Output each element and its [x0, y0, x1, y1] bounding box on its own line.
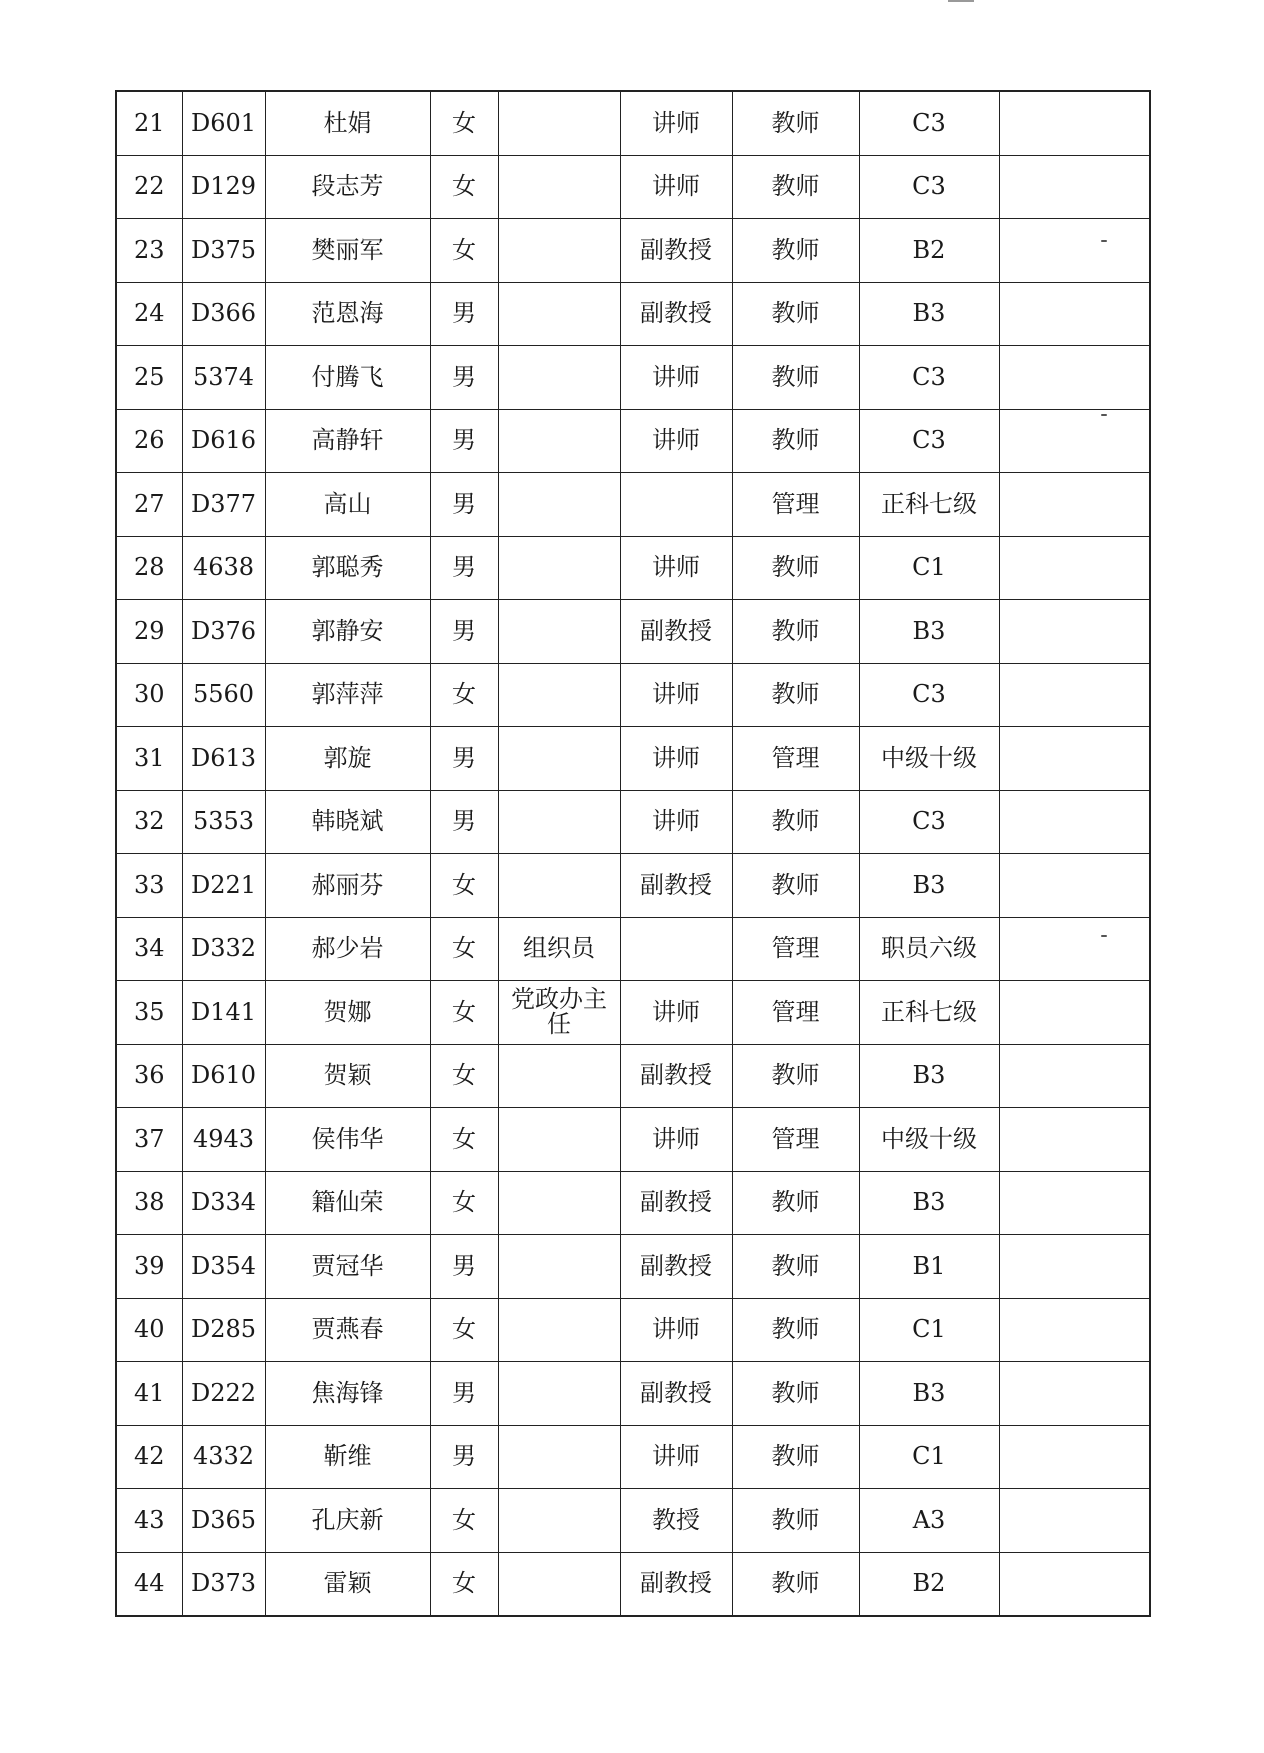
id-cell: D285	[182, 1298, 265, 1362]
gender-cell: 女	[430, 155, 498, 219]
gender-cell: 女	[430, 854, 498, 918]
title-cell: 讲师	[620, 1425, 732, 1489]
name-cell: 郭静安	[265, 600, 430, 664]
gender-cell: 男	[430, 1362, 498, 1426]
category-cell: 教师	[732, 282, 859, 346]
id-cell: D354	[182, 1235, 265, 1299]
id-cell: D222	[182, 1362, 265, 1426]
table-row	[116, 346, 1150, 410]
table-row	[116, 282, 1150, 346]
position-cell	[498, 1552, 620, 1616]
name-cell: 籍仙荣	[265, 1171, 430, 1235]
remark-cell	[999, 917, 1150, 981]
gender-cell: 女	[430, 91, 498, 155]
remark-cell	[999, 1298, 1150, 1362]
category-cell: 管理	[732, 917, 859, 981]
gender-cell: 女	[430, 981, 498, 1045]
id-cell: D377	[182, 473, 265, 537]
remark-cell	[999, 155, 1150, 219]
grade-cell: B3	[859, 1362, 999, 1426]
name-cell: 贾燕春	[265, 1298, 430, 1362]
gender-cell: 女	[430, 1044, 498, 1108]
title-cell: 副教授	[620, 600, 732, 664]
gender-cell: 男	[430, 536, 498, 600]
category-cell: 管理	[732, 727, 859, 791]
gender-cell: 男	[430, 282, 498, 346]
id-cell: D365	[182, 1489, 265, 1553]
name-cell: 韩晓斌	[265, 790, 430, 854]
title-cell: 副教授	[620, 219, 732, 283]
seq-cell: 23	[116, 219, 182, 283]
id-cell: D601	[182, 91, 265, 155]
seq-cell: 35	[116, 981, 182, 1045]
title-cell: 教授	[620, 1489, 732, 1553]
gender-cell: 男	[430, 727, 498, 791]
id-cell: 4638	[182, 536, 265, 600]
grade-cell: B3	[859, 282, 999, 346]
grade-cell: B2	[859, 219, 999, 283]
position-cell	[498, 1298, 620, 1362]
id-cell: 5374	[182, 346, 265, 410]
gender-cell: 女	[430, 1171, 498, 1235]
category-cell: 教师	[732, 346, 859, 410]
remark-cell	[999, 91, 1150, 155]
id-cell: D616	[182, 409, 265, 473]
seq-cell: 21	[116, 91, 182, 155]
title-cell: 讲师	[620, 727, 732, 791]
gender-cell: 女	[430, 1108, 498, 1172]
grade-cell: A3	[859, 1489, 999, 1553]
table-row	[116, 981, 1150, 1045]
id-cell: 5353	[182, 790, 265, 854]
table-row	[116, 1552, 1150, 1616]
remark-cell	[999, 1108, 1150, 1172]
remark-cell	[999, 1425, 1150, 1489]
position-cell	[498, 854, 620, 918]
position-cell	[498, 1171, 620, 1235]
gender-cell: 男	[430, 1235, 498, 1299]
position-cell	[498, 219, 620, 283]
id-cell: D373	[182, 1552, 265, 1616]
seq-cell: 28	[116, 536, 182, 600]
grade-cell: 正科七级	[859, 473, 999, 537]
position-cell	[498, 346, 620, 410]
grade-cell: C1	[859, 1425, 999, 1489]
id-cell: D376	[182, 600, 265, 664]
category-cell: 教师	[732, 536, 859, 600]
title-cell: 讲师	[620, 91, 732, 155]
category-cell: 教师	[732, 1171, 859, 1235]
name-cell: 郝丽芬	[265, 854, 430, 918]
position-cell	[498, 1362, 620, 1426]
grade-cell: C3	[859, 790, 999, 854]
position-cell	[498, 1425, 620, 1489]
table-row	[116, 790, 1150, 854]
grade-cell: B1	[859, 1235, 999, 1299]
title-cell: 讲师	[620, 1298, 732, 1362]
remark-cell	[999, 1171, 1150, 1235]
gender-cell: 女	[430, 663, 498, 727]
position-cell	[498, 473, 620, 537]
position-cell	[498, 536, 620, 600]
category-cell: 教师	[732, 1489, 859, 1553]
name-cell: 郭萍萍	[265, 663, 430, 727]
name-cell: 贺娜	[265, 981, 430, 1045]
title-cell: 副教授	[620, 1552, 732, 1616]
table-row	[116, 91, 1150, 155]
remark-cell	[999, 981, 1150, 1045]
table-row	[116, 155, 1150, 219]
seq-cell: 42	[116, 1425, 182, 1489]
table-row	[116, 1489, 1150, 1553]
grade-cell: C1	[859, 1298, 999, 1362]
remark-cell	[999, 282, 1150, 346]
grade-cell: C3	[859, 409, 999, 473]
category-cell: 教师	[732, 1044, 859, 1108]
seq-cell: 25	[116, 346, 182, 410]
position-cell	[498, 600, 620, 664]
id-cell: D332	[182, 917, 265, 981]
title-cell: 副教授	[620, 1171, 732, 1235]
category-cell: 教师	[732, 219, 859, 283]
grade-cell: 正科七级	[859, 981, 999, 1045]
category-cell: 教师	[732, 1552, 859, 1616]
gender-cell: 女	[430, 1489, 498, 1553]
title-cell: 副教授	[620, 1362, 732, 1426]
remark-cell	[999, 854, 1150, 918]
name-cell: 侯伟华	[265, 1108, 430, 1172]
position-cell	[498, 409, 620, 473]
title-cell: 副教授	[620, 854, 732, 918]
grade-cell: B3	[859, 1171, 999, 1235]
title-cell: 讲师	[620, 155, 732, 219]
table-row	[116, 1235, 1150, 1299]
grade-cell: C3	[859, 155, 999, 219]
seq-cell: 36	[116, 1044, 182, 1108]
category-cell: 管理	[732, 981, 859, 1045]
name-cell: 靳维	[265, 1425, 430, 1489]
table-row	[116, 1171, 1150, 1235]
category-cell: 教师	[732, 91, 859, 155]
table-row	[116, 1108, 1150, 1172]
title-cell: 讲师	[620, 981, 732, 1045]
name-cell: 段志芳	[265, 155, 430, 219]
category-cell: 教师	[732, 1298, 859, 1362]
grade-cell: 中级十级	[859, 1108, 999, 1172]
table-row	[116, 1425, 1150, 1489]
category-cell: 教师	[732, 409, 859, 473]
name-cell: 付腾飞	[265, 346, 430, 410]
seq-cell: 26	[116, 409, 182, 473]
title-cell: 讲师	[620, 409, 732, 473]
title-cell: 讲师	[620, 536, 732, 600]
gender-cell: 女	[430, 1298, 498, 1362]
seq-cell: 30	[116, 663, 182, 727]
title-cell: 讲师	[620, 663, 732, 727]
id-cell: D334	[182, 1171, 265, 1235]
position-cell	[498, 663, 620, 727]
category-cell: 教师	[732, 1235, 859, 1299]
remark-cell	[999, 1552, 1150, 1616]
id-cell: D366	[182, 282, 265, 346]
name-cell: 郝少岩	[265, 917, 430, 981]
category-cell: 教师	[732, 663, 859, 727]
id-cell: D141	[182, 981, 265, 1045]
seq-cell: 32	[116, 790, 182, 854]
seq-cell: 31	[116, 727, 182, 791]
table-row	[116, 600, 1150, 664]
table-row	[116, 854, 1150, 918]
remark-cell	[999, 1489, 1150, 1553]
title-cell: 讲师	[620, 790, 732, 854]
position-cell: 组织员	[498, 917, 620, 981]
grade-cell: C3	[859, 91, 999, 155]
position-cell: 党政办主任	[498, 981, 620, 1045]
position-cell	[498, 1489, 620, 1553]
grade-cell: 职员六级	[859, 917, 999, 981]
category-cell: 教师	[732, 854, 859, 918]
remark-cell	[999, 790, 1150, 854]
grade-cell: 中级十级	[859, 727, 999, 791]
grade-cell: C3	[859, 663, 999, 727]
table-row	[116, 917, 1150, 981]
id-cell: 5560	[182, 663, 265, 727]
title-cell: 讲师	[620, 1108, 732, 1172]
name-cell: 杜娟	[265, 91, 430, 155]
seq-cell: 33	[116, 854, 182, 918]
name-cell: 范恩海	[265, 282, 430, 346]
gender-cell: 男	[430, 1425, 498, 1489]
category-cell: 管理	[732, 473, 859, 537]
table-row	[116, 409, 1150, 473]
grade-cell: B3	[859, 600, 999, 664]
gender-cell: 女	[430, 917, 498, 981]
remark-cell	[999, 536, 1150, 600]
table-body	[116, 91, 1150, 1616]
scan-speck	[1101, 935, 1107, 937]
name-cell: 焦海锋	[265, 1362, 430, 1426]
gender-cell: 男	[430, 600, 498, 664]
table-row	[116, 536, 1150, 600]
id-cell: D613	[182, 727, 265, 791]
seq-cell: 39	[116, 1235, 182, 1299]
table-row	[116, 1298, 1150, 1362]
name-cell: 雷颖	[265, 1552, 430, 1616]
title-cell: 副教授	[620, 1044, 732, 1108]
category-cell: 教师	[732, 1425, 859, 1489]
seq-cell: 22	[116, 155, 182, 219]
category-cell: 管理	[732, 1108, 859, 1172]
id-cell: D129	[182, 155, 265, 219]
seq-cell: 43	[116, 1489, 182, 1553]
position-cell	[498, 727, 620, 791]
category-cell: 教师	[732, 600, 859, 664]
gender-cell: 男	[430, 346, 498, 410]
gender-cell: 男	[430, 409, 498, 473]
grade-cell: C1	[859, 536, 999, 600]
position-cell	[498, 155, 620, 219]
position-cell	[498, 1235, 620, 1299]
title-cell: 副教授	[620, 282, 732, 346]
grade-cell: B2	[859, 1552, 999, 1616]
seq-cell: 44	[116, 1552, 182, 1616]
table-row	[116, 727, 1150, 791]
position-cell	[498, 1044, 620, 1108]
remark-cell	[999, 600, 1150, 664]
table-row	[116, 1362, 1150, 1426]
remark-cell	[999, 473, 1150, 537]
staff-table	[115, 90, 1151, 1617]
table-row	[116, 473, 1150, 537]
title-cell: 讲师	[620, 346, 732, 410]
id-cell: D221	[182, 854, 265, 918]
grade-cell: B3	[859, 854, 999, 918]
category-cell: 教师	[732, 1362, 859, 1426]
category-cell: 教师	[732, 155, 859, 219]
name-cell: 贾冠华	[265, 1235, 430, 1299]
category-cell: 教师	[732, 790, 859, 854]
name-cell: 郭旋	[265, 727, 430, 791]
position-cell	[498, 282, 620, 346]
seq-cell: 40	[116, 1298, 182, 1362]
position-cell	[498, 790, 620, 854]
position-cell	[498, 91, 620, 155]
name-cell: 高山	[265, 473, 430, 537]
scan-speck	[1101, 240, 1107, 242]
id-cell: D610	[182, 1044, 265, 1108]
scan-speck	[1101, 414, 1107, 416]
name-cell: 孔庆新	[265, 1489, 430, 1553]
grade-cell: B3	[859, 1044, 999, 1108]
remark-cell	[999, 1044, 1150, 1108]
remark-cell	[999, 409, 1150, 473]
gender-cell: 男	[430, 790, 498, 854]
table-row	[116, 219, 1150, 283]
remark-cell	[999, 1362, 1150, 1426]
id-cell: 4943	[182, 1108, 265, 1172]
remark-cell	[999, 219, 1150, 283]
id-cell: D375	[182, 219, 265, 283]
seq-cell: 38	[116, 1171, 182, 1235]
remark-cell	[999, 663, 1150, 727]
remark-cell	[999, 346, 1150, 410]
gender-cell: 男	[430, 473, 498, 537]
position-cell	[498, 1108, 620, 1172]
title-cell	[620, 473, 732, 537]
scan-mark	[948, 0, 974, 2]
id-cell: 4332	[182, 1425, 265, 1489]
seq-cell: 24	[116, 282, 182, 346]
name-cell: 贺颖	[265, 1044, 430, 1108]
table-row	[116, 1044, 1150, 1108]
seq-cell: 27	[116, 473, 182, 537]
remark-cell	[999, 1235, 1150, 1299]
seq-cell: 37	[116, 1108, 182, 1172]
seq-cell: 41	[116, 1362, 182, 1426]
table-row	[116, 663, 1150, 727]
title-cell: 副教授	[620, 1235, 732, 1299]
name-cell: 郭聪秀	[265, 536, 430, 600]
name-cell: 高静轩	[265, 409, 430, 473]
gender-cell: 女	[430, 1552, 498, 1616]
name-cell: 樊丽军	[265, 219, 430, 283]
title-cell	[620, 917, 732, 981]
gender-cell: 女	[430, 219, 498, 283]
seq-cell: 29	[116, 600, 182, 664]
grade-cell: C3	[859, 346, 999, 410]
remark-cell	[999, 727, 1150, 791]
seq-cell: 34	[116, 917, 182, 981]
